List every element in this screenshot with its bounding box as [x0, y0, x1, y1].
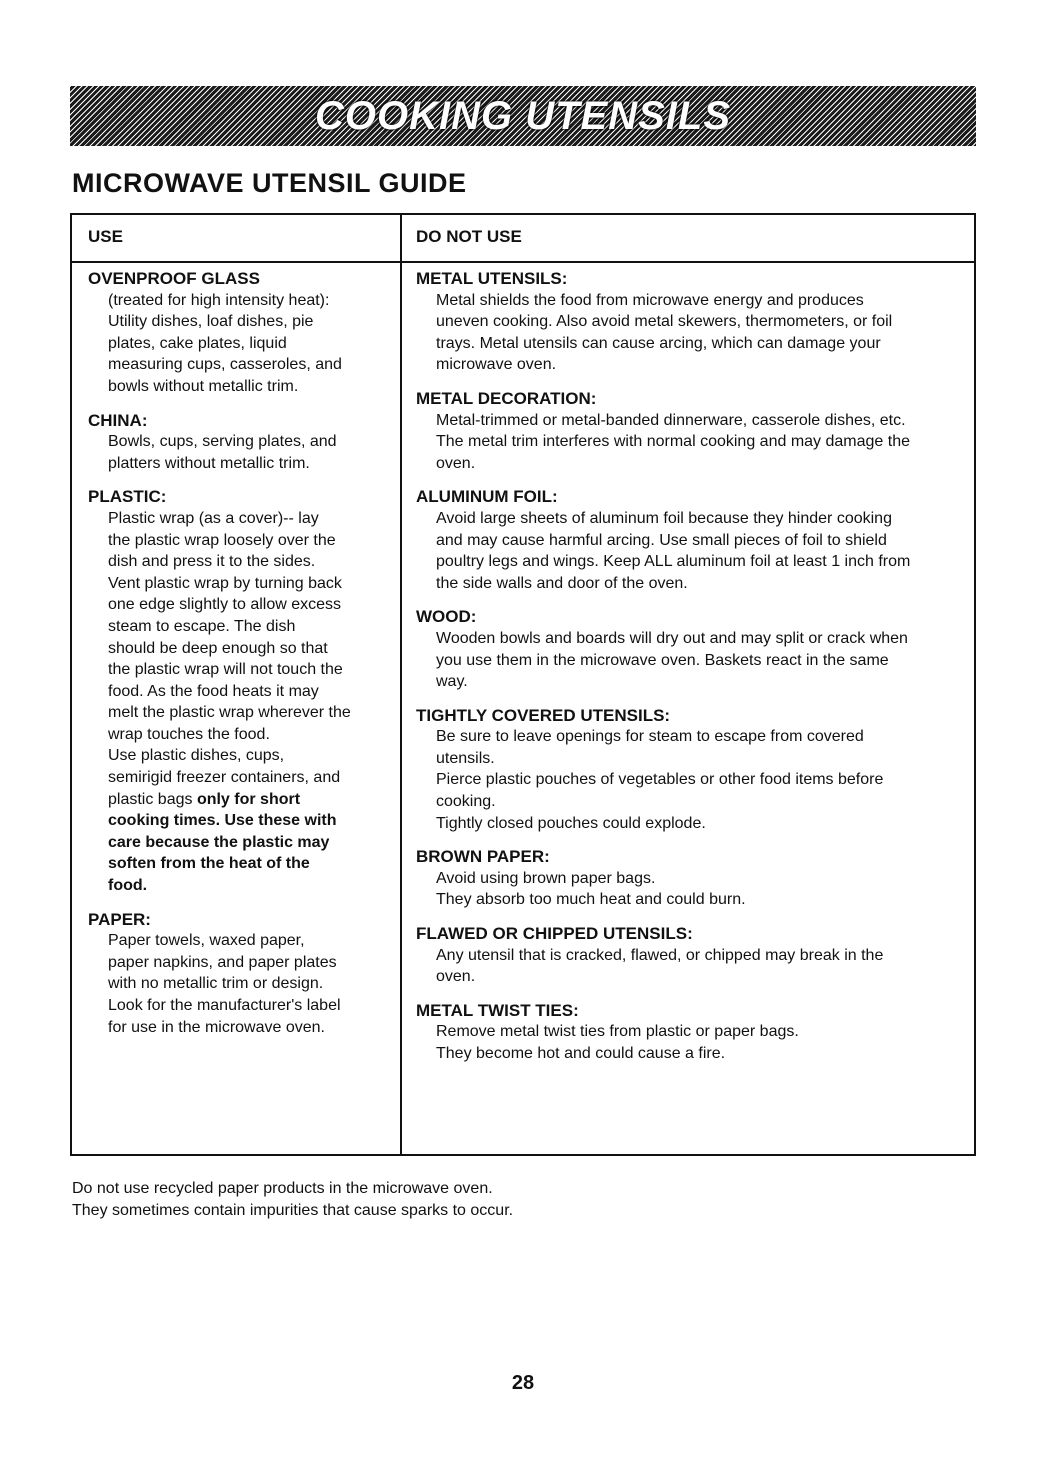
text-line: steam to escape. The dish: [108, 617, 296, 635]
text-line: oven.: [436, 968, 476, 986]
text-line: with no metallic trim or design.: [108, 975, 324, 993]
item-body: [88, 431, 396, 474]
text-line: Avoid large sheets of aluminum foil because they hinder cooking: [436, 509, 892, 527]
text-line: Avoid using brown paper bags.: [436, 869, 656, 887]
page-number: 28: [511, 1372, 535, 1394]
use-column: [88, 268, 396, 1050]
item-title: PAPER:: [88, 909, 151, 929]
avoid-item-metal-twist-ties: [416, 1000, 976, 1065]
bold-text-line: cooking times. Use these with: [108, 812, 337, 830]
avoid-item-flawed-or-chipped-utensils: [416, 923, 976, 988]
utensil-guide-table: [70, 213, 976, 1156]
item-title: BROWN PAPER:: [416, 847, 550, 867]
footer-line: Do not use recycled paper products in the microwave oven.: [72, 1180, 493, 1197]
avoid-item-tightly-covered-utensils: [416, 705, 976, 835]
text-line: Metal-trimmed or metal-banded dinnerware, casserole dishes, etc.: [436, 411, 906, 429]
text-line: dish and press it to the sides.: [108, 553, 316, 571]
text-line: one edge slightly to allow excess: [108, 596, 342, 614]
text-line: Any utensil that is cracked, flawed, or chipped may break in the: [436, 946, 884, 964]
use-item-ovenproof-glass: [88, 268, 396, 398]
item-title: TIGHTLY COVERED UTENSILS:: [416, 705, 671, 725]
bold-text-line: soften from the heat of the: [108, 855, 310, 873]
text-line: Vent plastic wrap by turning back: [108, 574, 342, 592]
use-column-header: USE: [88, 227, 123, 246]
bold-text-line: care because the plastic may: [108, 833, 330, 851]
avoid-item-wood: [416, 606, 976, 692]
item-body: [416, 628, 976, 693]
text-line: poultry legs and wings. Keep ALL aluminum foil at least 1 inch from: [436, 553, 911, 571]
item-title: FLAWED OR CHIPPED UTENSILS:: [416, 924, 693, 944]
bold-text: only for short: [196, 790, 301, 808]
text-line: Bowls, cups, serving plates, and: [108, 433, 337, 451]
text-line: the plastic wrap will not touch the: [108, 661, 343, 679]
item-title: WOOD:: [416, 607, 477, 627]
text-line: They absorb too much heat and could burn.: [436, 891, 746, 909]
text-line: Be sure to leave openings for steam to escape from covered: [436, 728, 864, 746]
banner-title: COOKING UTENSILS: [314, 93, 732, 138]
text-line: platters without metallic trim.: [108, 454, 310, 472]
text-line: melt the plastic wrap wherever the: [108, 704, 351, 722]
text-line: (treated for high intensity heat):: [108, 291, 330, 309]
bold-text-line: food.: [108, 877, 148, 895]
text-line: utensils.: [436, 749, 495, 767]
plain-text: plastic bags: [108, 790, 197, 808]
text-line: Tightly closed pouches could explode.: [436, 814, 706, 832]
text-line: Wooden bowls and boards will dry out and may split or crack when: [436, 629, 908, 647]
text-line: paper napkins, and paper plates: [108, 953, 337, 971]
column-divider: [400, 215, 402, 1154]
text-line: plates, cake plates, liquid: [108, 334, 287, 352]
header-divider: [72, 261, 974, 263]
text-line: food. As the food heats it may: [108, 682, 319, 700]
item-title: OVENPROOF GLASS: [88, 269, 260, 288]
text-line: cooking.: [436, 793, 496, 811]
text-line: the side walls and door of the oven.: [436, 574, 688, 592]
item-body: [416, 1021, 976, 1064]
item-title: METAL TWIST TIES:: [416, 1000, 579, 1020]
avoid-item-metal-utensils: [416, 268, 976, 376]
text-line: Utility dishes, loaf dishes, pie: [108, 313, 314, 331]
item-title: METAL DECORATION:: [416, 388, 597, 408]
footer-line: They sometimes contain impurities that cause sparks to occur.: [72, 1201, 514, 1219]
text-line: Plastic wrap (as a cover)-- lay: [108, 509, 319, 527]
item-title: ALUMINUM FOIL:: [416, 487, 558, 507]
item-title: CHINA:: [88, 410, 148, 430]
text-line: oven.: [436, 454, 476, 472]
text-line: Metal shields the food from microwave energy and produces: [436, 291, 864, 309]
item-body: [88, 930, 396, 1038]
text-line: They become hot and could cause a fire.: [436, 1045, 726, 1062]
use-item-plastic: [88, 486, 396, 896]
text-line: you use them in the microwave oven. Baskets react in the same: [436, 651, 889, 669]
item-title: METAL UTENSILS:: [416, 269, 568, 288]
item-body: [416, 945, 976, 988]
text-line: should be deep enough so that: [108, 639, 328, 657]
text-line: trays. Metal utensils can cause arcing, which can damage your: [436, 334, 881, 352]
text-line: microwave oven.: [436, 356, 557, 374]
avoid-item-metal-decoration: [416, 388, 976, 474]
text-line: Pierce plastic pouches of vegetables or other food items before: [436, 771, 884, 789]
text-line: uneven cooking. Also avoid metal skewers, thermometers, or foil: [436, 313, 893, 331]
do-not-use-column-header: DO NOT USE: [416, 227, 522, 246]
text-line: The metal trim interferes with normal cooking and may damage the: [436, 433, 910, 451]
text-line: Paper towels, waxed paper,: [108, 932, 305, 950]
item-body: [416, 726, 976, 834]
item-body: [88, 508, 396, 897]
text-line: wrap touches the food.: [108, 725, 270, 743]
item-body: [88, 290, 396, 398]
text-line: for use in the microwave oven.: [108, 1018, 325, 1036]
section-banner: [70, 86, 976, 146]
avoid-item-aluminum-foil: [416, 486, 976, 594]
text-line: and may cause harmful arcing. Use small pieces of foil to shield: [436, 531, 887, 549]
text-line: way.: [436, 673, 468, 691]
item-body: [416, 508, 976, 594]
text-line: Look for the manufacturer's label: [108, 997, 341, 1014]
text-line: Use plastic dishes, cups,: [108, 747, 285, 765]
footer-note: [72, 1178, 513, 1221]
text-line: the plastic wrap loosely over the: [108, 531, 336, 549]
text-line: measuring cups, casseroles, and: [108, 356, 342, 374]
item-body: [416, 290, 976, 376]
page-title: MICROWAVE UTENSIL GUIDE: [72, 168, 467, 198]
do-not-use-column: [416, 268, 976, 1077]
avoid-item-brown-paper: [416, 846, 976, 911]
text-line: bowls without metallic trim.: [108, 377, 299, 395]
item-body: [416, 868, 976, 911]
text-line: Remove metal twist ties from plastic or paper bags.: [436, 1023, 799, 1041]
mixed-text-line: [108, 789, 396, 811]
use-item-paper: [88, 909, 396, 1039]
item-body: [416, 410, 976, 475]
item-title: PLASTIC:: [88, 487, 167, 507]
text-line: semirigid freezer containers, and: [108, 769, 341, 787]
use-item-china: [88, 410, 396, 475]
